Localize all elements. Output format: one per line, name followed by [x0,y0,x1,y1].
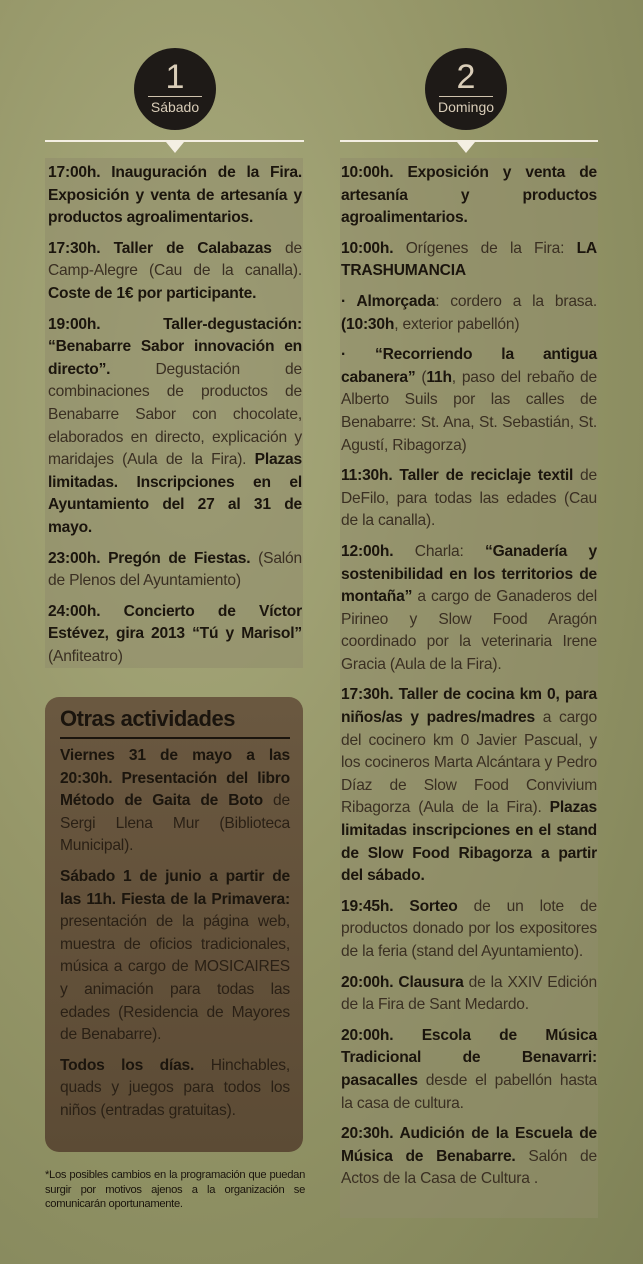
day1-badge [134,48,216,130]
day1-notch [166,142,184,153]
day2-entry: 19:45h. Sorteo de un lote de productos donado por los expositores de la feria (stand del Ayuntamiento). [341,897,597,960]
day2-entry: · “Recorriendo la antigua cabanera” (11h, paso del rebaño de Alberto Suils por las calles de Benabarre: St. Ana, St. Sebastián, St. Agustí, Ribagorza) [341,346,597,454]
day1-entry: 24:00h. Concierto de Víctor Estévez, gira 2013 “Tú y Marisol” (Anfiteatro) [48,602,302,665]
day1-entry: 17:30h. Taller de Calabazas de Camp-Alegre (Cau de la canalla). Coste de 1€ por participante. [48,239,303,302]
day2-number: 2 [456,58,476,96]
day1-entry: 19:00h. Taller-degustación: “Benabarre Sabor innovación en directo”. Degustación de combinaciones de productos de Benabarre Sabor con chocolate, elaborados en directo, explicación y maridajes (Aula de la Fira). Plazas limitadas. Inscripciones en el Ayuntamiento del 27 al 31 de mayo. [48,315,302,536]
day1-name: Sábado [150,99,200,115]
footnote: *Los posibles cambios en la programación que puedan surgir por motivos ajenos a la organización se comunicarán oportunamente. [45,1169,305,1211]
day2-badge [425,48,507,130]
other-activity-entry: Viernes 31 de mayo a las 20:30h. Presentación del libro Método de Gaita de Boto de Sergi Llena Mur (Biblioteca Municipal). [60,747,291,855]
day2-name: Domingo [437,99,495,115]
day1-entry: 23:00h. Pregón de Fiestas. (Salón de Plenos del Ayuntamiento) [48,549,302,590]
day2-entry: · Almorçada: cordero a la brasa. (10:30h, exterior pabellón) [341,292,598,333]
day2-entry: 20:00h. Escola de Música Tradicional de Benavarri: pasacalles desde el pabellón hasta la casa de cultura. [341,1026,597,1112]
day2-divider [439,96,493,97]
day1-entry: 17:00h. Inauguración de la Fira. Exposición y venta de artesanía y productos agroalimentarios. [48,164,302,227]
day2-entry: 20:30h. Audición de la Escuela de Música de Benabarre. Salón de Actos de la Casa de Cultura . [341,1125,598,1188]
other-activity-entry: Sábado 1 de junio a partir de las 11h. Fiesta de la Primavera: presentación de la página web, muestra de oficios tradicionales, música a cargo de MOSICAIRES y animación para todas las edades (Residencia de Mayores de Benabarre). [60,867,290,1044]
day1-number: 1 [165,58,185,96]
other-activities-title: Otras actividades [60,706,235,731]
day1-divider [148,96,202,97]
other-activities-rule [60,737,290,739]
day1-schedule [48,162,302,676]
day2-entry: 10:00h. Exposición y venta de artesanía y productos agroalimentarios. [341,164,597,227]
other-activity-entry: Todos los días. Hinchables, quads y juegos para todos los niños (entradas gratuitas). [60,1056,290,1119]
other-activities-list [60,745,290,1131]
day2-entry: 20:00h. Clausura de la XXIV Edición de la Fira de Sant Medardo. [341,973,597,1014]
day2-entry: 12:00h. Charla: “Ganadería y sostenibilidad en los territorios de montaña” a cargo de Ganaderos del Pirineo y Slow Food Aragón coordinado por la veterinaria Irene Gracia (Aula de la Fira). [341,542,597,673]
day2-schedule [341,162,597,1199]
day2-notch [457,142,475,153]
day2-entry: 10:00h. Orígenes de la Fira: LA TRASHUMANCIA [341,239,597,280]
day2-entry: 11:30h. Taller de reciclaje textil de DeFilo, para todas las edades (Cau de la canalla). [341,467,597,530]
day2-entry: 17:30h. Taller de cocina km 0, para niños/as y padres/madres a cargo del cocinero km 0 Javier Pascual, y los cocineros Marta Alcántara y Pedro Díaz de Slow Food Convivium Ribagorza (Aula de la Fira). Plazas limitadas inscripciones en el stand de Slow Food Ribagorza a partir del sábado. [341,686,597,885]
